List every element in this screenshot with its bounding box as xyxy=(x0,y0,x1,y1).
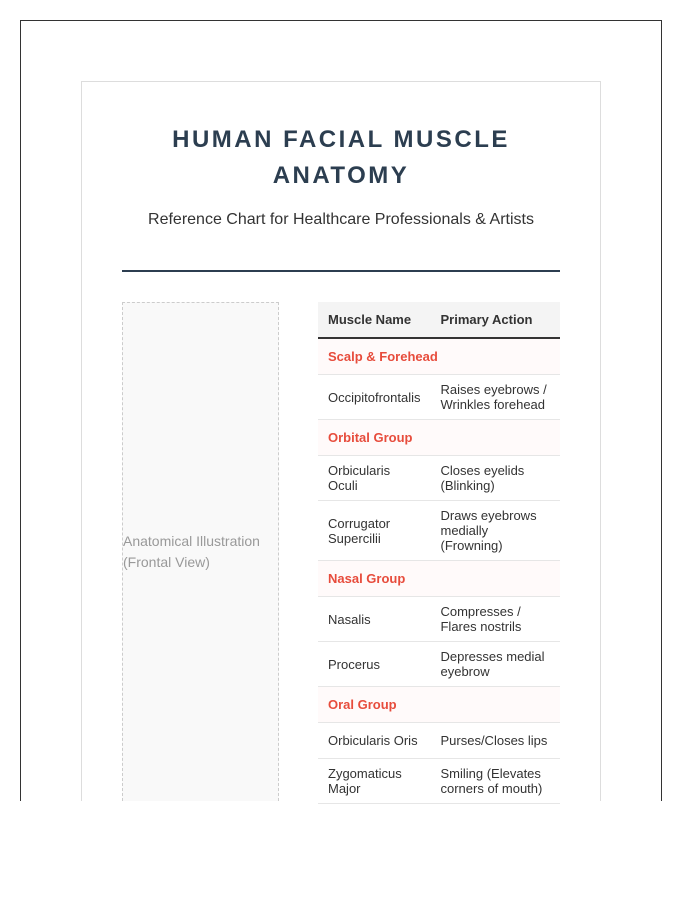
primary-action: Raises eyebrows / Wrinkles forehead xyxy=(430,375,560,420)
primary-action: Smiling (Elevates corners of mouth) xyxy=(430,759,560,804)
page-title xyxy=(82,122,600,194)
category-row xyxy=(318,561,560,597)
category-row xyxy=(318,420,560,456)
table-row xyxy=(318,642,560,687)
illustration-caption: Anatomical Illustration xyxy=(123,533,260,549)
header-divider xyxy=(122,270,560,272)
muscle-name: Orbicularis Oris xyxy=(318,723,430,759)
muscle-name: Orbicularis Oculi xyxy=(318,456,430,501)
muscle-name: Zygomaticus Major xyxy=(318,759,430,804)
table-row xyxy=(318,723,560,759)
table-header xyxy=(318,302,560,338)
illustration-view: (Frontal View) xyxy=(123,554,210,570)
category-label: Scalp & Forehead xyxy=(318,338,560,375)
primary-action: Closes eyelids (Blinking) xyxy=(430,456,560,501)
primary-action: Draws eyebrows medially (Frowning) xyxy=(430,501,560,561)
page-frame xyxy=(20,20,662,801)
column-header-action: Primary Action xyxy=(430,302,560,338)
muscle-name: Occipitofrontalis xyxy=(318,375,430,420)
page-subtitle: Reference Chart for Healthcare Professionals & Artists xyxy=(148,211,534,228)
category-row xyxy=(318,687,560,723)
table-row xyxy=(318,759,560,804)
muscle-name: Corrugator Supercilii xyxy=(318,501,430,561)
primary-action: Depresses medial eyebrow xyxy=(430,642,560,687)
column-header-muscle: Muscle Name xyxy=(318,302,430,338)
table-row xyxy=(318,456,560,501)
muscle-name: Nasalis xyxy=(318,597,430,642)
muscle-table xyxy=(318,302,560,804)
illustration-placeholder xyxy=(122,302,279,801)
category-label: Oral Group xyxy=(318,687,560,723)
category-row xyxy=(318,338,560,375)
table-row xyxy=(318,375,560,420)
category-label: Nasal Group xyxy=(318,561,560,597)
category-label: Orbital Group xyxy=(318,420,560,456)
title-line-2: ANATOMY xyxy=(272,162,410,189)
chart-card xyxy=(81,81,601,801)
table-row xyxy=(318,501,560,561)
muscle-name: Procerus xyxy=(318,642,430,687)
table-row xyxy=(318,597,560,642)
primary-action: Compresses / Flares nostrils xyxy=(430,597,560,642)
primary-action: Purses/Closes lips xyxy=(430,723,560,759)
title-line-1: HUMAN FACIAL MUSCLE xyxy=(172,126,510,153)
